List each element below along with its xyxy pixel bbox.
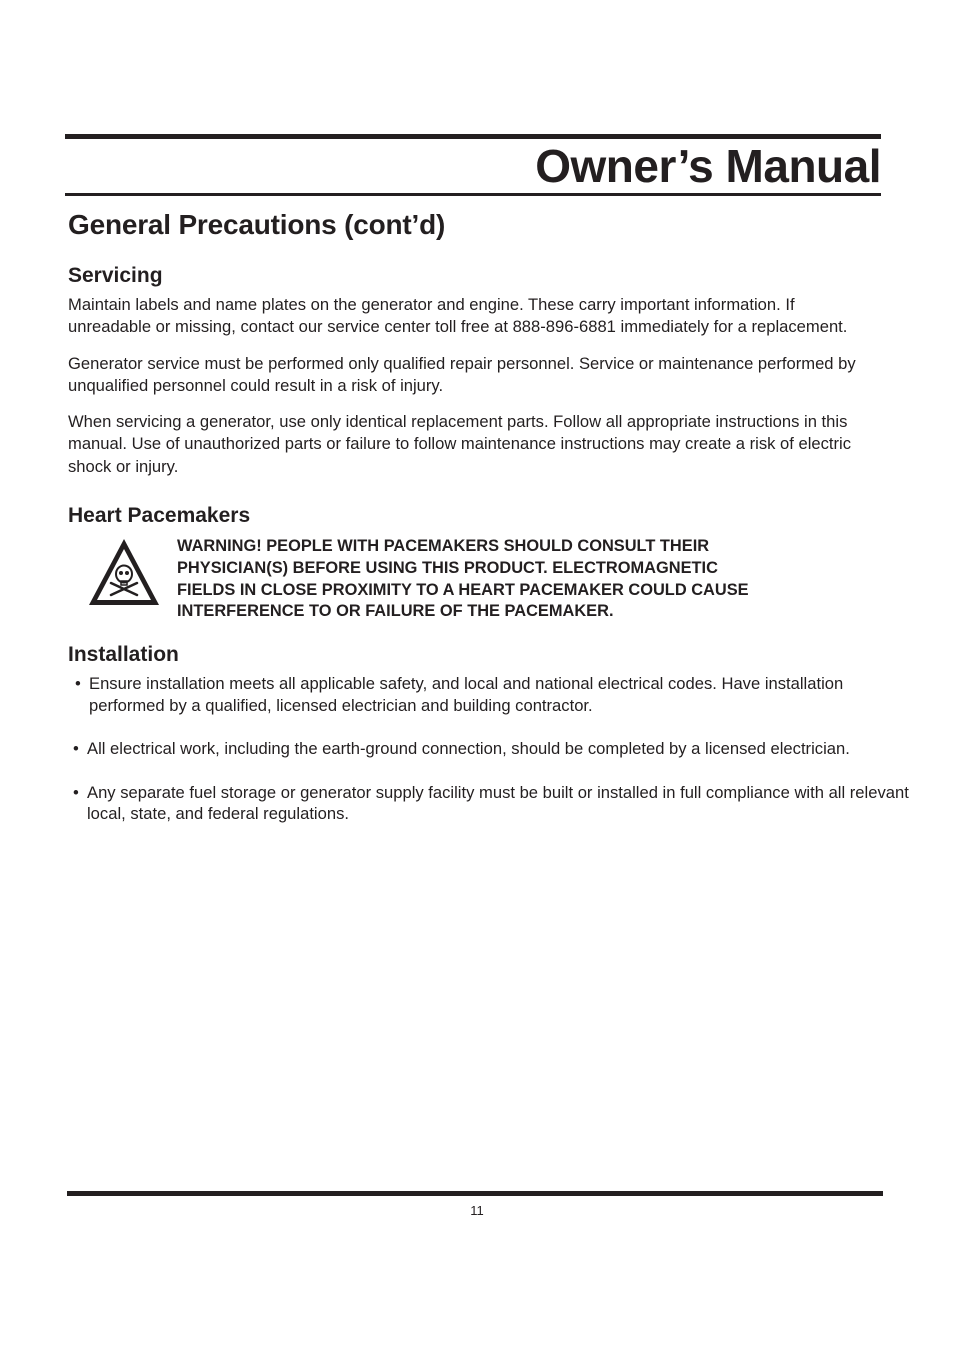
- servicing-paragraph: Generator service must be performed only qualified repair personnel. Service or maintenance performed by unqualified personnel could result in a risk of injury.: [68, 353, 856, 395]
- page-number: 11: [470, 1203, 484, 1218]
- bullet-icon: •: [75, 674, 81, 694]
- pacemakers-title: Heart Pacemakers: [68, 504, 251, 528]
- list-item-text: Any separate fuel storage or generator supply facility must be built or installed in full compliance with all relevant local, state, and federal regulations.: [87, 782, 909, 824]
- list-item: [68, 673, 879, 716]
- warning-line: PHYSICIAN(S) BEFORE USING THIS PRODUCT. ELECTROMAGNETIC: [177, 558, 718, 577]
- warning-line: FIELDS IN CLOSE PROXIMITY TO A HEART PACEMAKER COULD CAUSE: [177, 580, 749, 599]
- page-content: [68, 206, 909, 847]
- installation-list: [68, 673, 909, 825]
- servicing-paragraph: When servicing a generator, use only identical replacement parts. Follow all appropriate instructions in this manual. Use of unauthorized parts or failure to follow maintenance instructions may create a risk of electric shock or injury.: [68, 412, 852, 476]
- installation-section: [68, 641, 909, 825]
- pacemakers-section: [68, 502, 890, 623]
- list-item-text: All electrical work, including the earth-ground connection, should be completed by a licensed electrician.: [87, 739, 850, 759]
- header-top-rule: [65, 134, 881, 139]
- list-item-text: Ensure installation meets all applicable safety, and local and national electrical codes. Have installation performed by a qualified, licensed electrician and building contractor.: [89, 674, 844, 715]
- manual-title: Owner’s Manual: [535, 140, 881, 192]
- bullet-icon: •: [73, 739, 79, 759]
- skull-warning-icon: [86, 536, 162, 608]
- servicing-title: Servicing: [68, 264, 163, 287]
- bullet-icon: •: [73, 782, 79, 802]
- footer-rule: [67, 1191, 883, 1196]
- header-bottom-rule: [65, 193, 881, 196]
- warning-line: INTERFERENCE TO OR FAILURE OF THE PACEMAKER.: [177, 602, 614, 621]
- section-title: General Precautions (cont’d): [68, 209, 446, 240]
- list-item: [68, 738, 887, 760]
- pacemaker-warning: [68, 536, 890, 623]
- servicing-section: [68, 262, 890, 478]
- servicing-paragraph: Maintain labels and name plates on the generator and engine. These carry important information. If unreadable or missing, contact our service center toll free at 888-896-6881 immediately for a replacement.: [68, 295, 848, 337]
- list-item: [68, 782, 909, 825]
- warning-line: WARNING! PEOPLE WITH PACEMAKERS SHOULD CONSULT THEIR: [177, 537, 710, 556]
- pacemaker-warning-text: [177, 536, 749, 623]
- installation-title: Installation: [68, 643, 179, 667]
